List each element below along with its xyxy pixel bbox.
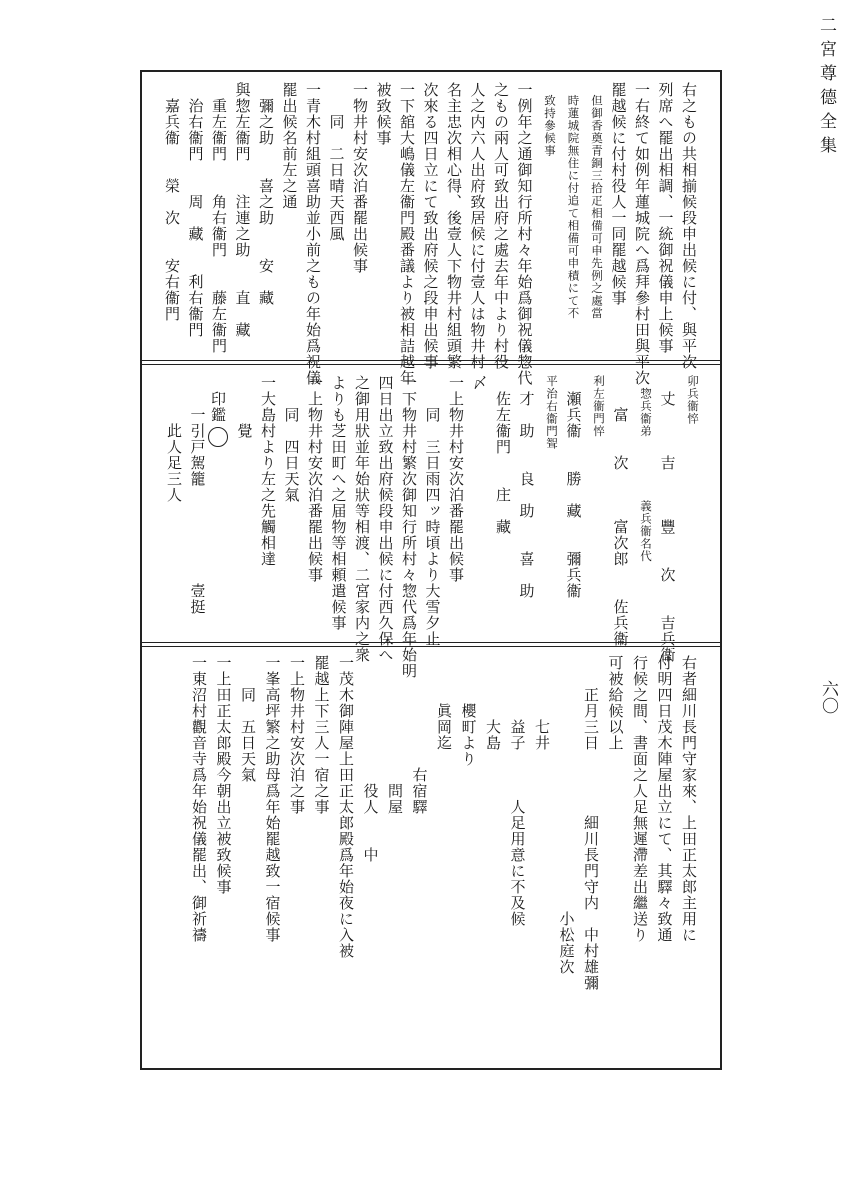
text-column <box>640 375 652 563</box>
column-text: 一茂木御陣屋上田正太郎殿爲年始夜に入被 <box>337 655 355 959</box>
text-column <box>657 655 672 943</box>
column-text: 之御用狀並年始狀等相渡、二宮家内之衆 <box>353 375 371 663</box>
text-column <box>329 82 344 242</box>
column-text: 利左衞門悴 <box>592 375 606 438</box>
text-column <box>446 82 461 370</box>
column-text: 問屋 <box>386 655 404 815</box>
text-column <box>534 655 549 751</box>
column-text: 眞岡迄 <box>435 655 453 751</box>
text-column <box>591 82 603 320</box>
column-text: 才 助 良 助 喜 助 <box>517 375 536 599</box>
column-text: よりも芝田町へ之届物等相頼遣候事 <box>329 375 348 631</box>
text-column <box>352 82 367 274</box>
column-text: 與惣左衞門 注連之助 直 藏 <box>233 82 252 338</box>
text-column <box>681 655 696 943</box>
text-column <box>191 655 206 943</box>
column-text: 一上物井村安次泊之事 <box>288 655 306 815</box>
text-column <box>448 375 463 583</box>
column-text: 此人足三人 <box>165 375 183 503</box>
section-middle <box>142 365 720 679</box>
column-text: 名主忠次相心得、後壹人下物井村組頭繁 <box>445 82 463 370</box>
section-lower <box>142 647 720 1072</box>
page-frame <box>140 70 722 1070</box>
text-column <box>559 655 574 975</box>
column-text: 一物井村安次泊番罷出候事 <box>351 82 369 274</box>
text-column <box>611 82 626 306</box>
text-column <box>237 375 252 439</box>
column-text: 一右終て如例年蓮城院へ爲拜參村田與平次 <box>633 82 651 386</box>
column-text: 丈 吉 豐 次 吉兵衞 <box>658 375 677 663</box>
text-column <box>164 82 179 322</box>
column-text: 同 三日雨四ッ時頃より大雪夕止 <box>423 375 442 647</box>
column-text: 嘉兵衞 榮 次 安右衞門 <box>163 82 181 322</box>
column-text: 一上田正太郎殿今朝出立被致候事 <box>214 655 233 895</box>
column-text: 大島 <box>484 655 502 751</box>
text-column <box>608 655 623 751</box>
text-column <box>566 375 581 599</box>
text-column <box>378 375 393 663</box>
text-column <box>495 375 510 535</box>
column-text: 一大島村より左之先觸相達 <box>259 375 277 567</box>
text-column <box>258 82 273 306</box>
column-text: 罷越候に付村役人一同罷越候事 <box>609 82 628 306</box>
text-column <box>470 82 485 370</box>
text-column <box>658 82 673 354</box>
text-column <box>376 82 391 146</box>
text-column <box>613 375 628 647</box>
text-column <box>265 655 280 943</box>
column-text: 行候之間、書面之人足無遲滯差出繼送り <box>631 655 649 943</box>
column-text: 右宿驛 <box>410 655 429 815</box>
text-column <box>289 655 304 815</box>
column-text: 人之内六人出府致居候に付壹人は物井村 <box>468 82 487 370</box>
text-column <box>593 375 605 438</box>
column-text: 〆 <box>470 375 489 391</box>
text-column <box>634 82 649 386</box>
text-column <box>208 375 228 447</box>
text-column <box>284 375 299 503</box>
text-column <box>517 82 532 386</box>
text-column <box>338 655 353 959</box>
text-column <box>314 655 329 815</box>
text-column <box>216 655 231 895</box>
column-text: 一引戸駕籠 壹挺 <box>188 375 207 615</box>
column-text: 一青木村組頭喜助並小前之もの年始爲祝儀 <box>304 82 322 386</box>
column-text: 次來る四日立にて致出府候之段申出候事 <box>421 82 440 370</box>
column-text: 小松庭次 <box>557 655 576 975</box>
column-text: 同 二日晴天西風 <box>327 82 346 242</box>
page-number: 六〇 <box>818 680 838 714</box>
text-column <box>354 375 369 663</box>
column-text: 一峯高坪繁之助母爲年始罷越致一宿候事 <box>263 655 282 943</box>
column-text: 彌之助 喜之助 安 藏 <box>257 82 275 306</box>
column-text: 正月三日 細川長門守内 中村雄彌 <box>582 655 600 991</box>
column-text: 覺 <box>235 375 254 439</box>
text-column <box>544 82 556 157</box>
text-column <box>510 655 525 927</box>
seal-circle-icon <box>208 427 228 447</box>
column-text: 卯兵衞悴 <box>686 375 700 425</box>
column-text: 平治右衞門聟 <box>545 375 559 450</box>
text-column <box>425 375 440 647</box>
column-text: 一上物井村安次泊番罷出候事 <box>306 375 324 583</box>
column-text: 致持參候事 <box>543 82 557 157</box>
column-text: 之もの兩人可致出府之處去年中より村役 <box>492 82 510 370</box>
text-column <box>305 82 320 386</box>
text-column <box>307 375 322 583</box>
column-text: 惣兵衞弟 義兵衞名代 <box>639 375 653 563</box>
column-text: 一上物井村安次泊番罷出候事 <box>447 375 465 583</box>
column-text: 一下舘大嶋儀左衞門殿番議より被相詰越年 <box>398 82 416 386</box>
section-upper <box>142 72 720 386</box>
column-text: 櫻町より <box>459 655 478 767</box>
text-column <box>546 375 558 450</box>
column-text: 一下物井村繁次御知行所村々惣代爲年始明 <box>400 375 418 679</box>
column-text: 右之もの共相揃候段申出候に付、與平次 <box>680 82 698 370</box>
text-column <box>331 375 346 631</box>
text-column <box>166 375 181 503</box>
column-text: 富 次 富次郎 佐兵衞 <box>611 375 630 647</box>
text-column <box>412 655 427 815</box>
text-column <box>235 82 250 338</box>
column-text: 被致候事 <box>374 82 393 146</box>
column-text: 一例年之通御知行所村々年始爲御祝儀惣代 <box>515 82 534 386</box>
text-column <box>399 82 414 386</box>
column-text: 役人 中 <box>361 655 380 863</box>
column-text: 益子 人足用意に不及候 <box>508 655 527 927</box>
text-column <box>632 655 647 943</box>
text-column <box>190 375 205 615</box>
column-text: 列席へ罷出相調、一統御祝儀申上候事 <box>656 82 675 354</box>
text-column <box>363 655 378 863</box>
text-column <box>436 655 451 751</box>
column-text: 時蓮城院無住に付追て相備可申積にて不 <box>566 82 581 320</box>
text-column <box>461 655 476 767</box>
column-text: 同 四日天氣 <box>282 375 301 503</box>
text-column <box>519 375 534 599</box>
column-text: 印鑑 <box>209 375 227 423</box>
text-column <box>583 655 598 991</box>
column-text: 但御香奠青銅三拾疋相備可申先例之處當 <box>590 82 604 320</box>
text-column <box>681 82 696 370</box>
text-column <box>423 82 438 370</box>
column-text: 罷越上下三人一宿之事 <box>312 655 331 815</box>
text-column <box>401 375 416 679</box>
text-column <box>485 655 500 751</box>
column-text: 佐左衞門 庄 藏 <box>494 375 512 535</box>
column-text: 重左衞門 角右衞門 藤左衞門 <box>210 82 228 354</box>
column-text: 同 五日天氣 <box>239 655 257 783</box>
text-column <box>567 82 579 320</box>
text-column <box>472 375 487 391</box>
text-column <box>387 655 402 815</box>
column-text: 右者細川長門守家來、上田正太郎主用に <box>680 655 698 943</box>
text-column <box>282 82 297 210</box>
text-column <box>211 82 226 354</box>
column-text: 七井 <box>533 655 551 751</box>
column-text: 罷出候名前左之通 <box>280 82 299 210</box>
text-column <box>493 82 508 370</box>
text-column <box>260 375 275 567</box>
text-column <box>660 375 675 663</box>
column-text: 四日出立致出府候段申出候に付西久保へ <box>376 375 395 663</box>
column-text: 治右衞門 周 藏 利右衞門 <box>186 82 205 338</box>
column-text: 付明四日茂木陣屋出立にて、其驛々致通 <box>655 655 674 943</box>
text-column <box>240 655 255 783</box>
text-column <box>188 82 203 338</box>
column-text: 可被給候以上 <box>606 655 625 751</box>
column-text: 一東沼村觀音寺爲年始祝儀罷出、御祈禱 <box>190 655 208 943</box>
text-column <box>687 375 699 425</box>
book-title: 二宮尊德全集 <box>816 16 836 160</box>
column-text: 瀬兵衞 勝 藏 彌兵衞 <box>564 375 583 599</box>
